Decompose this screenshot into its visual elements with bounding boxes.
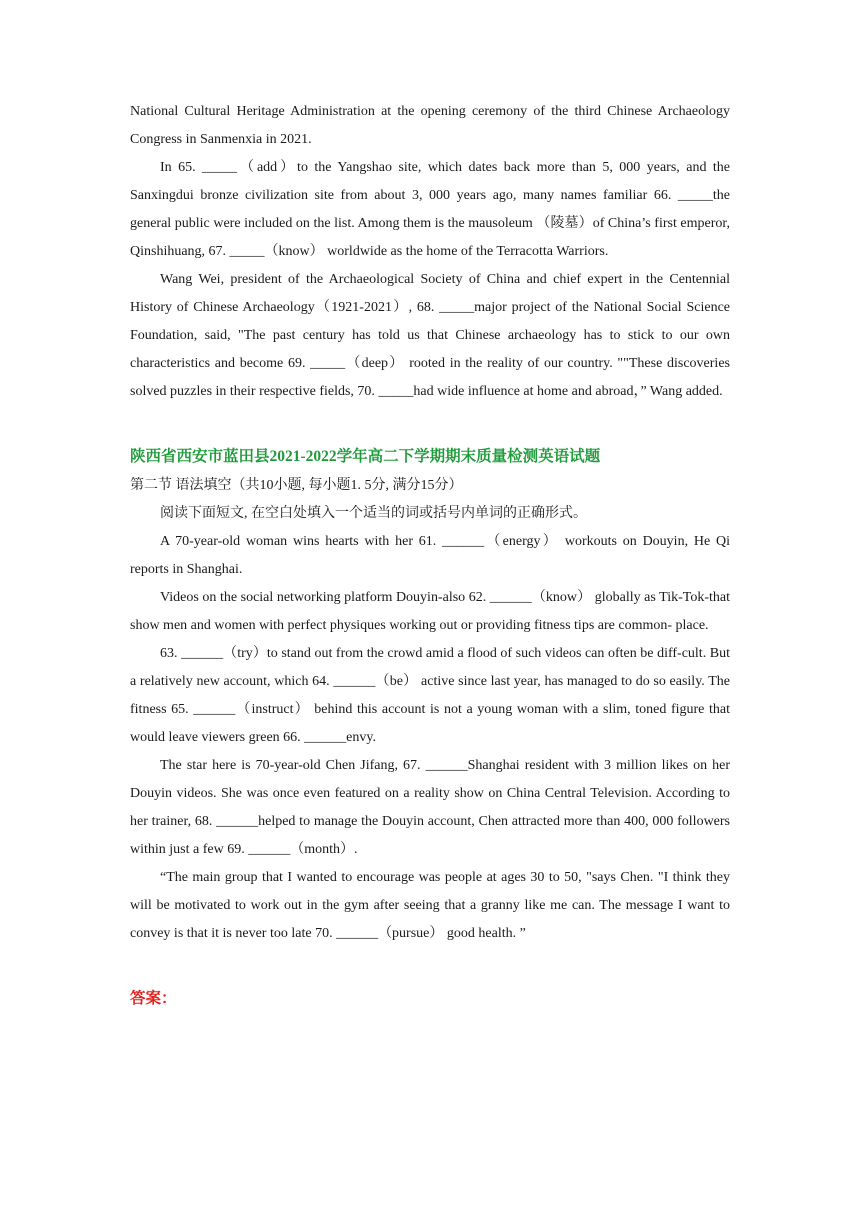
passage2-paragraph-2: Videos on the social networking platform Douyin-also 62. ______（know） globally as Tik-Tok-that show men and women with perfect physiques working out or providing fitness tips are common- place. xyxy=(130,590,730,633)
passage2-paragraph-4: The star here is 70-year-old Chen Jifang, 67. ______Shanghai resident with 3 million likes on her Douyin videos. She was once even featured on a reality show on China Central Television. According to her trainer, 68. ______helped to manage the Douyin account, Chen attracted more than 400, 000 followers within just a few 69. ______（month）. xyxy=(130,758,730,857)
passage1-paragraph-3: Wang Wei, president of the Archaeological Society of China and chief expert in the Centennial History of Chinese Archaeology（1921-2021）, 68. _____major project of the National Social Science Foundation, said, "The past century has told us that Chinese archaeology has to stick to our own characteristics and become 69. _____（deep） rooted in the reality of our country. ""These discoveries solved puzzles in their respective fields, 70. _____had wide influence at home and abroad，” Wang added. xyxy=(130,272,730,399)
passage1-paragraph-1: National Cultural Heritage Administration at the opening ceremony of the third Chinese Archaeology Congress in Sanmenxia in 2021. xyxy=(130,104,730,147)
passage1-paragraph-2: In 65. _____（add）to the Yangshao site, which dates back more than 5, 000 years, and the Sanxingdui bronze civilization site from about 3, 000 years ago, many names familiar 66. _____the general public were included on the list. Among them is the mausoleum （陵墓）of China’s first emperor, Qinshihuang, 67. _____（know） worldwide as the home of the Terracotta Warriors. xyxy=(130,160,730,259)
passage2-paragraph-3: 63. ______（try）to stand out from the crowd amid a flood of such videos can often be diff-cult. But a relatively new account, which 64. ______（be） active since last year, has managed to do so easily. The fitness 65. ______（instruct） behind this account is not a young woman with a slim, toned figure that would leave viewers green 66. ______envy. xyxy=(130,646,730,745)
document-page xyxy=(130,98,730,1014)
section-subtitle: 第二节 语法填空（共10小题, 每小题1. 5分, 满分15分） xyxy=(130,478,463,493)
answer-label: 答案： xyxy=(130,990,177,1007)
section-title: 陕西省西安市蓝田县2021-2022学年高二下学期期末质量检测英语试题 xyxy=(130,448,601,465)
passage2-paragraph-5: “The main group that I wanted to encourage was people at ages 30 to 50, "says Chen. "I think they will be motivated to work out in the gym after seeing that a granny like me can. The message I want to convey is that it is never too late 70. ______（pursue） good health. ” xyxy=(130,870,730,941)
passage2-paragraph-1: A 70-year-old woman wins hearts with her 61. ______（energy） workouts on Douyin, He Qi reports in Shanghai. xyxy=(130,534,730,577)
section-instruction: 阅读下面短文, 在空白处填入一个适当的词或括号内单词的正确形式。 xyxy=(160,506,587,521)
